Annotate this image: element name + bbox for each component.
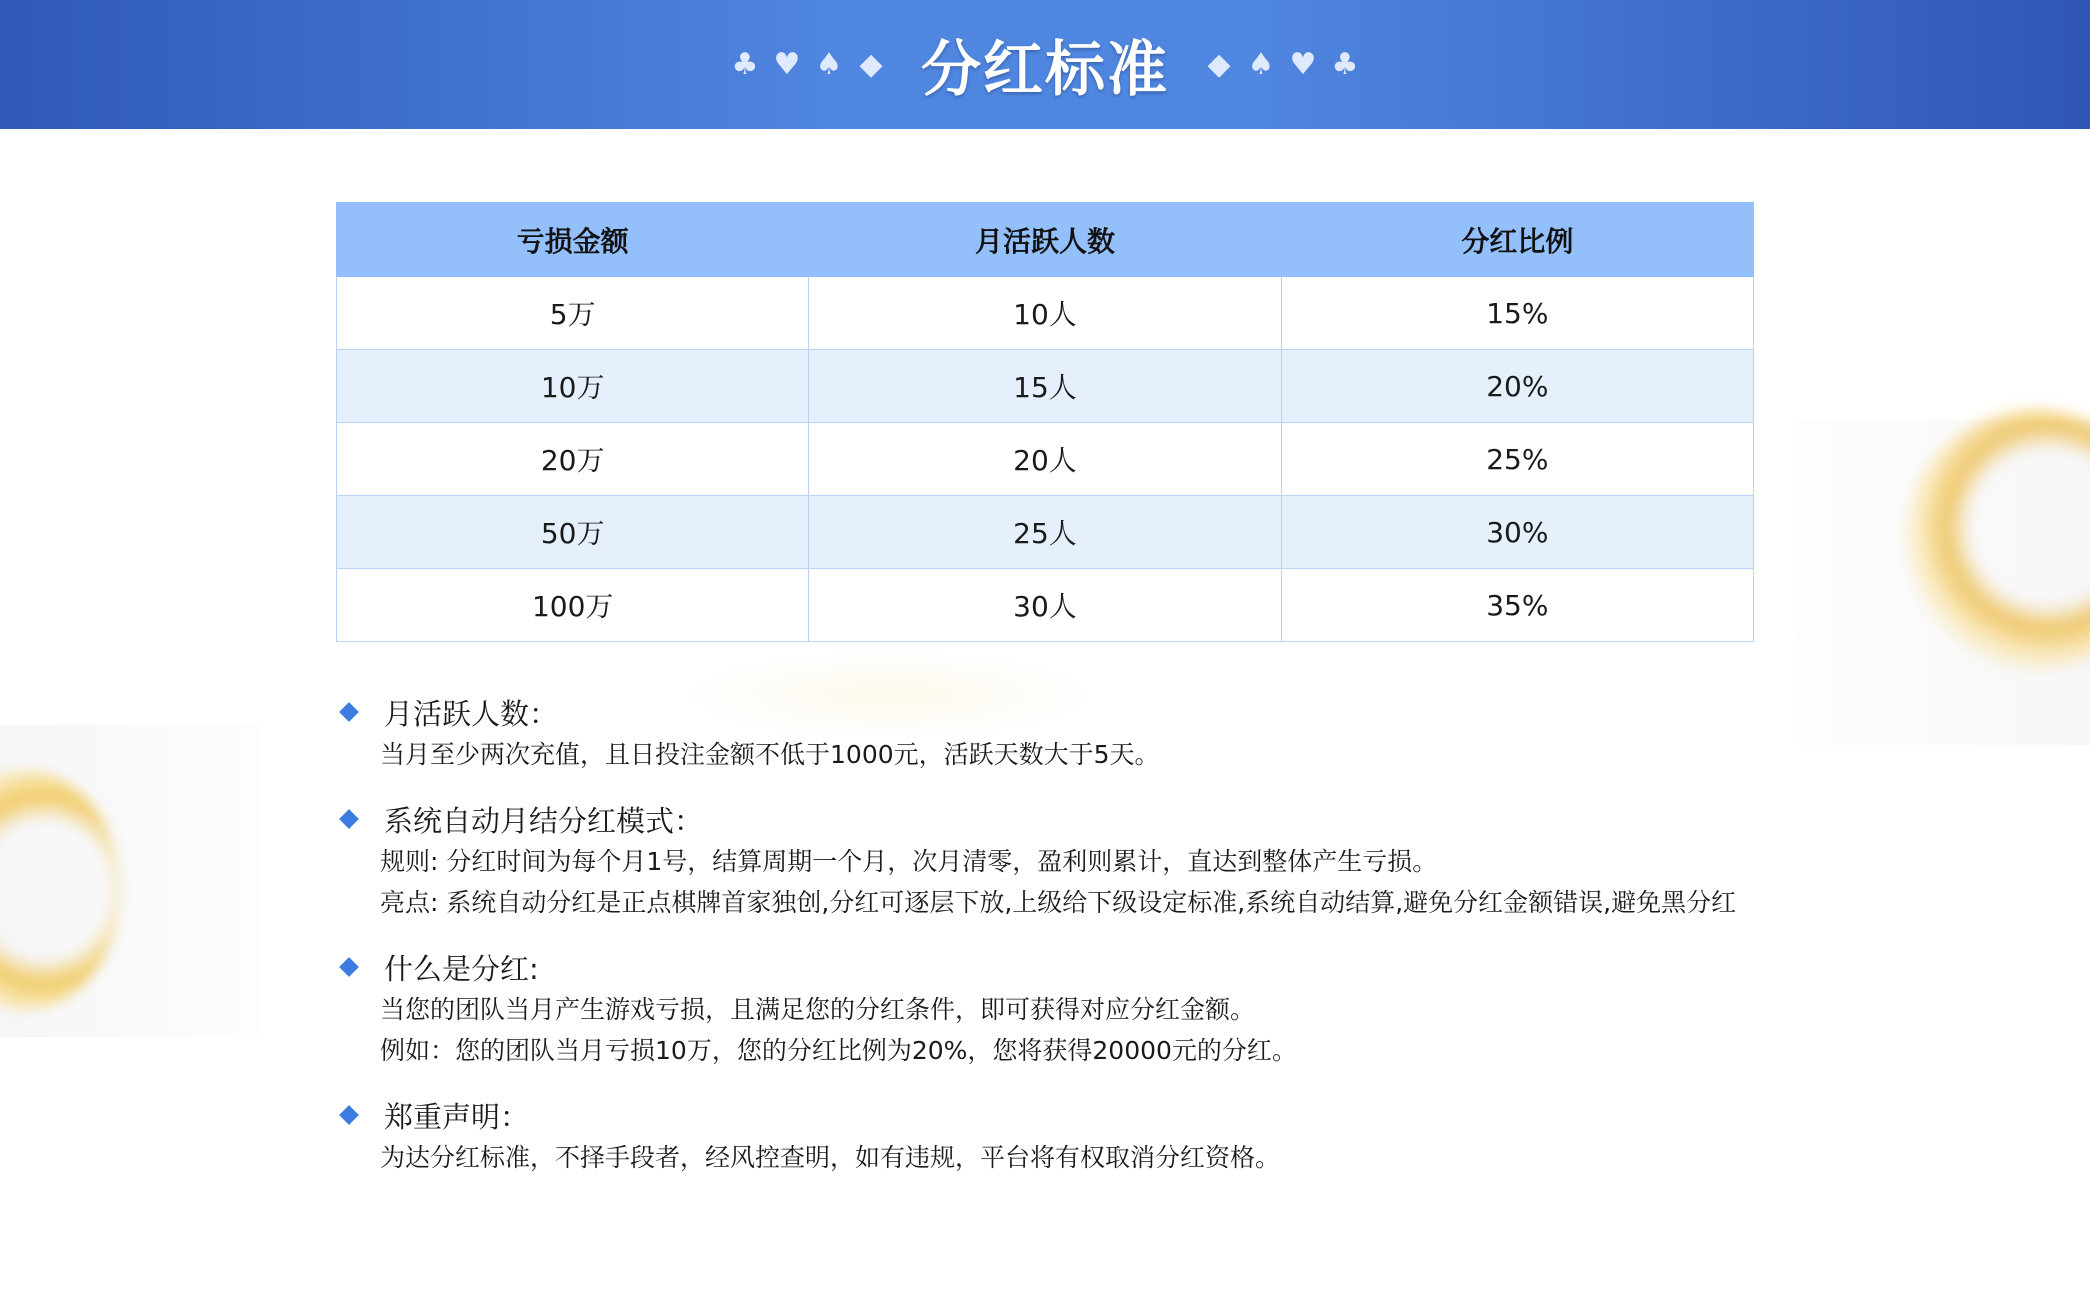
bullet-diamond-icon xyxy=(339,957,359,977)
cell-monthly-active: 25人 xyxy=(809,496,1281,569)
spade-icon: ♠ xyxy=(1247,46,1275,82)
cell-loss-amount: 50万 xyxy=(337,496,809,569)
club-icon: ♣ xyxy=(731,46,759,82)
cell-dividend-ratio: 25% xyxy=(1281,423,1753,496)
bullet-diamond-icon xyxy=(339,1105,359,1125)
note-text: 例如：您的团队当月亏损10万，您的分红比例为20%，您将获得20000元的分红。 xyxy=(380,1036,1297,1065)
note-what-is-dividend xyxy=(336,945,1796,1071)
club-icon: ♣ xyxy=(1331,46,1359,82)
cell-dividend-ratio: 35% xyxy=(1281,569,1753,642)
heart-icon: ♥ xyxy=(1289,46,1317,82)
bullet-diamond-icon xyxy=(339,809,359,829)
table-row xyxy=(337,350,1754,423)
note-disclaimer xyxy=(336,1093,1796,1178)
header-banner xyxy=(0,0,2090,129)
note-title: 月活跃人数： xyxy=(384,696,559,731)
cell-monthly-active: 15人 xyxy=(809,350,1281,423)
bullet-diamond-icon xyxy=(339,702,359,722)
page-title: 分红标准 xyxy=(921,34,1169,105)
suit-icons-right xyxy=(1205,46,1359,82)
table-row xyxy=(337,496,1754,569)
cell-loss-amount: 20万 xyxy=(337,423,809,496)
cell-monthly-active: 30人 xyxy=(809,569,1281,642)
cell-monthly-active: 20人 xyxy=(809,423,1281,496)
cell-loss-amount: 100万 xyxy=(337,569,809,642)
cell-monthly-active: 10人 xyxy=(809,277,1281,350)
cell-dividend-ratio: 30% xyxy=(1281,496,1753,569)
cell-loss-amount: 5万 xyxy=(337,277,809,350)
note-title: 郑重声明： xyxy=(384,1099,530,1134)
cell-dividend-ratio: 15% xyxy=(1281,277,1753,350)
table-row xyxy=(337,277,1754,350)
spade-icon: ♠ xyxy=(815,46,843,82)
note-text: 当月至少两次充值，且日投注金额不低于1000元，活跃天数大于5天。 xyxy=(380,740,1160,769)
decorative-background-left xyxy=(0,725,262,1037)
column-header-monthly-active: 月活跃人数 xyxy=(809,203,1281,277)
note-auto-settlement xyxy=(336,797,1796,923)
note-text: 亮点: 系统自动分红是正点棋牌首家独创,分红可逐层下放,上级给下级设定标准,系统自动结算,避免分红金额错误,避免黑分红 xyxy=(380,888,1737,917)
heart-icon: ♥ xyxy=(773,46,801,82)
dividend-table xyxy=(336,202,1754,642)
decorative-gold-ring-right xyxy=(1905,410,2090,670)
note-title: 什么是分红: xyxy=(384,951,539,986)
table-header-row xyxy=(337,203,1754,277)
table-row xyxy=(337,423,1754,496)
note-title: 系统自动月结分红模式： xyxy=(384,803,704,838)
note-text: 当您的团队当月产生游戏亏损，且满足您的分红条件，即可获得对应分红金额。 xyxy=(380,995,1256,1024)
diamond-icon: ◆ xyxy=(1207,46,1231,82)
note-monthly-active xyxy=(336,690,1796,775)
note-text: 规则: 分红时间为每个月1号，结算周期一个月，次月清零，盈利则累计，直达到整体产生亏损。 xyxy=(380,847,1438,876)
cell-loss-amount: 10万 xyxy=(337,350,809,423)
suit-icons-left xyxy=(731,46,885,82)
diamond-icon: ◆ xyxy=(859,46,883,82)
notes-section xyxy=(336,690,1796,1200)
dividend-table-container xyxy=(336,202,1754,642)
note-text: 为达分红标准，不择手段者，经风控查明，如有违规，平台将有权取消分红资格。 xyxy=(380,1143,1281,1172)
column-header-loss-amount: 亏损金额 xyxy=(337,203,809,277)
table-row xyxy=(337,569,1754,642)
column-header-dividend-ratio: 分红比例 xyxy=(1281,203,1753,277)
cell-dividend-ratio: 20% xyxy=(1281,350,1753,423)
decorative-background-right xyxy=(1795,420,2090,745)
decorative-gold-ring-left xyxy=(0,770,120,1010)
